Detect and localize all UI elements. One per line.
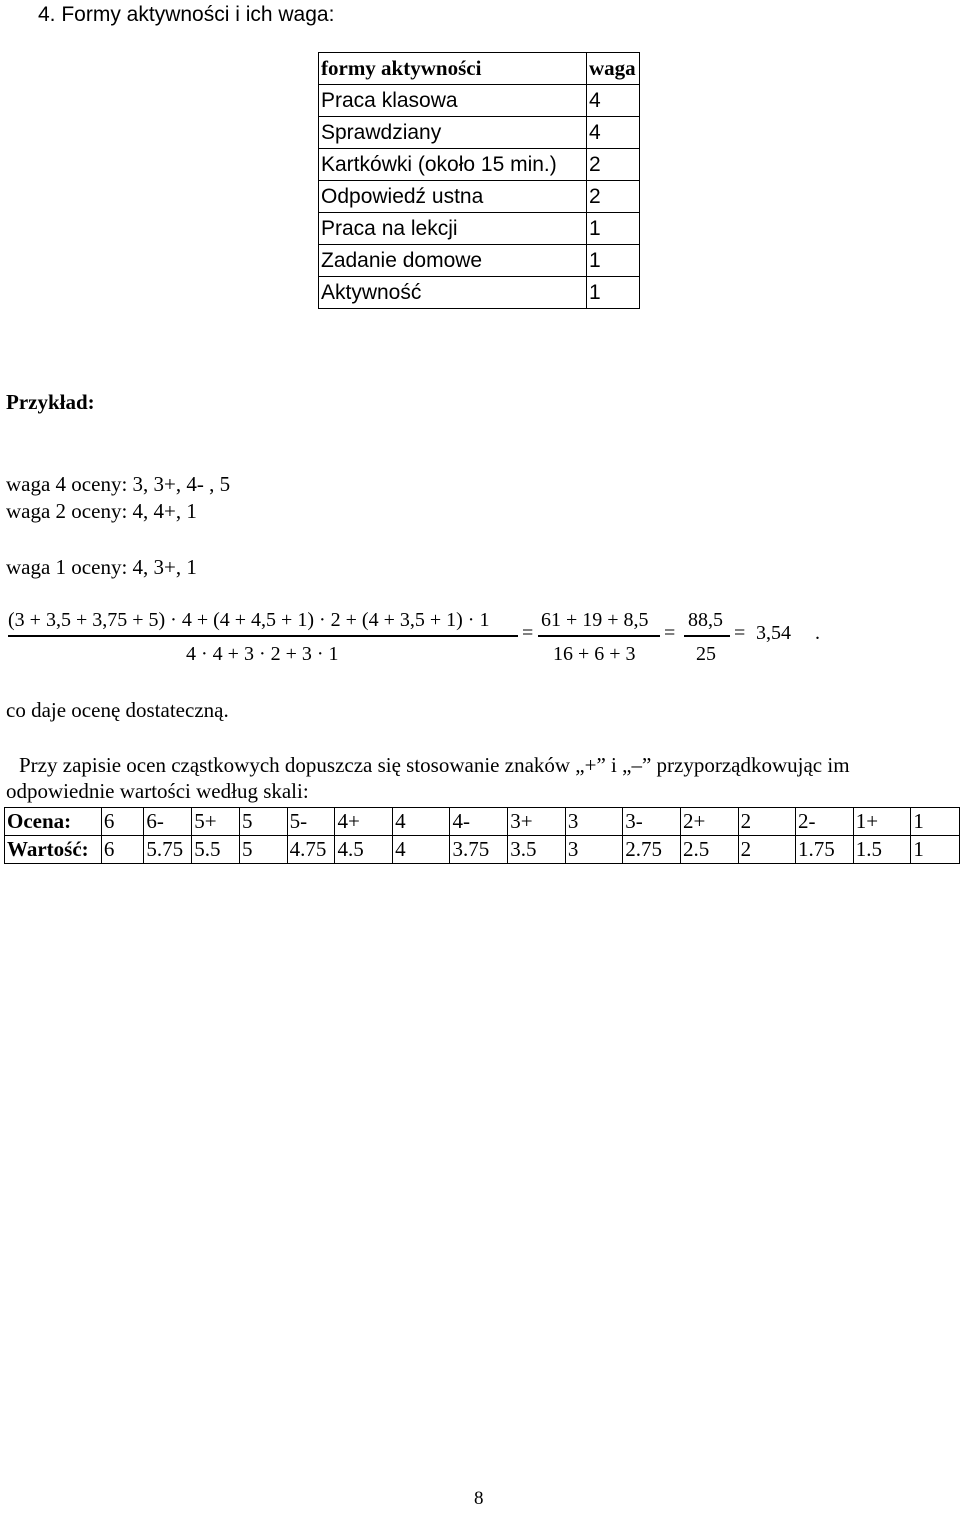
formula-period: . <box>815 622 820 644</box>
grade-cell: 5- <box>287 808 335 836</box>
activity-weight: 4 <box>587 117 640 149</box>
table-row <box>319 181 640 213</box>
formula-numerator-2: 61 + 19 + 8,5 <box>541 609 649 631</box>
formula-numerator-1: (3 + 3,5 + 3,75 + 5) · 4 + (4 + 4,5 + 1) · 2 + (4 + 3,5 + 1) · 1 <box>8 609 490 631</box>
value-cell: 5.75 <box>144 836 192 864</box>
formula-numerator-3: 88,5 <box>688 609 723 631</box>
grade-cell: 4- <box>450 808 508 836</box>
value-cell: 4.5 <box>335 836 393 864</box>
grade-cell: 1 <box>911 808 960 836</box>
activity-name: Praca klasowa <box>319 85 587 117</box>
value-cell: 5.5 <box>192 836 240 864</box>
value-cell: 1.5 <box>853 836 911 864</box>
example-conclusion: co daje ocenę dostateczną. <box>6 698 229 722</box>
value-cell: 1 <box>911 836 960 864</box>
value-cell: 4.75 <box>287 836 335 864</box>
value-cell: 3 <box>565 836 622 864</box>
grade-cell: 2+ <box>680 808 738 836</box>
header-weight: waga <box>587 53 640 85</box>
table-row <box>319 85 640 117</box>
activity-name: Aktywność <box>319 277 587 309</box>
activity-name: Zadanie domowe <box>319 245 587 277</box>
grade-cell: 5 <box>240 808 288 836</box>
table-row <box>319 277 640 309</box>
grade-cell: 6- <box>144 808 192 836</box>
grade-cell: 1+ <box>853 808 911 836</box>
activity-weight-table <box>318 52 640 309</box>
value-cell: 2.75 <box>623 836 681 864</box>
value-cell: 2.5 <box>680 836 738 864</box>
activity-name: Praca na lekcji <box>319 213 587 245</box>
header-activity-form: formy aktywności <box>319 53 587 85</box>
activity-name: Odpowiedź ustna <box>319 181 587 213</box>
value-cell: 4 <box>393 836 450 864</box>
activity-name: Sprawdziany <box>319 117 587 149</box>
grade-cell: 3 <box>565 808 622 836</box>
formula-denominator-3: 25 <box>696 643 716 665</box>
grade-cell: 4+ <box>335 808 393 836</box>
activity-weight: 4 <box>587 85 640 117</box>
formula-denominator-1: 4 · 4 + 3 · 2 + 3 · 1 <box>186 643 339 665</box>
grade-cell: 6 <box>101 808 144 836</box>
activity-weight: 2 <box>587 181 640 213</box>
value-row <box>5 836 960 864</box>
value-row-label: Wartość: <box>5 836 102 864</box>
section-title: 4. Formy aktywności i ich waga: <box>38 3 335 26</box>
grade-cell: 3- <box>623 808 681 836</box>
formula-result: 3,54 <box>756 622 791 644</box>
example-line: waga 2 oceny: 4, 4+, 1 <box>6 499 197 523</box>
example-heading: Przykład: <box>6 390 95 414</box>
grade-cell: 4 <box>393 808 450 836</box>
activity-weight: 1 <box>587 213 640 245</box>
value-cell: 5 <box>240 836 288 864</box>
grade-row-label: Ocena: <box>5 808 102 836</box>
table-row <box>319 117 640 149</box>
grade-cell: 2 <box>738 808 795 836</box>
table-row <box>319 149 640 181</box>
equals-sign: = <box>522 622 534 644</box>
table-row <box>319 213 640 245</box>
value-cell: 3.5 <box>508 836 566 864</box>
value-cell: 6 <box>101 836 144 864</box>
grade-cell: 3+ <box>508 808 566 836</box>
activity-weight: 1 <box>587 245 640 277</box>
activity-weight: 1 <box>587 277 640 309</box>
scale-intro-line-2: odpowiednie wartości według skali: <box>6 779 309 803</box>
scale-intro-line-1: Przy zapisie ocen cząstkowych dopuszcza się stosowanie znaków „+” i „–” przyporządkowując im <box>19 753 850 777</box>
equals-sign: = <box>734 622 746 644</box>
activity-weight: 2 <box>587 149 640 181</box>
example-line: waga 4 oceny: 3, 3+, 4- , 5 <box>6 472 231 496</box>
example-line: waga 1 oceny: 4, 3+, 1 <box>6 555 197 579</box>
value-cell: 2 <box>738 836 795 864</box>
value-cell: 1.75 <box>796 836 854 864</box>
grade-cell: 5+ <box>192 808 240 836</box>
page-number: 8 <box>474 1488 484 1509</box>
equals-sign: = <box>664 622 676 644</box>
value-cell: 3.75 <box>450 836 508 864</box>
grade-scale-table <box>4 807 960 864</box>
fraction-bar <box>684 635 730 637</box>
fraction-bar <box>8 635 518 637</box>
grade-row <box>5 808 960 836</box>
table-row <box>319 245 640 277</box>
table-header-row <box>319 53 640 85</box>
grade-cell: 2- <box>796 808 854 836</box>
activity-name: Kartkówki (około 15 min.) <box>319 149 587 181</box>
formula-denominator-2: 16 + 6 + 3 <box>553 643 636 665</box>
fraction-bar <box>538 635 660 637</box>
